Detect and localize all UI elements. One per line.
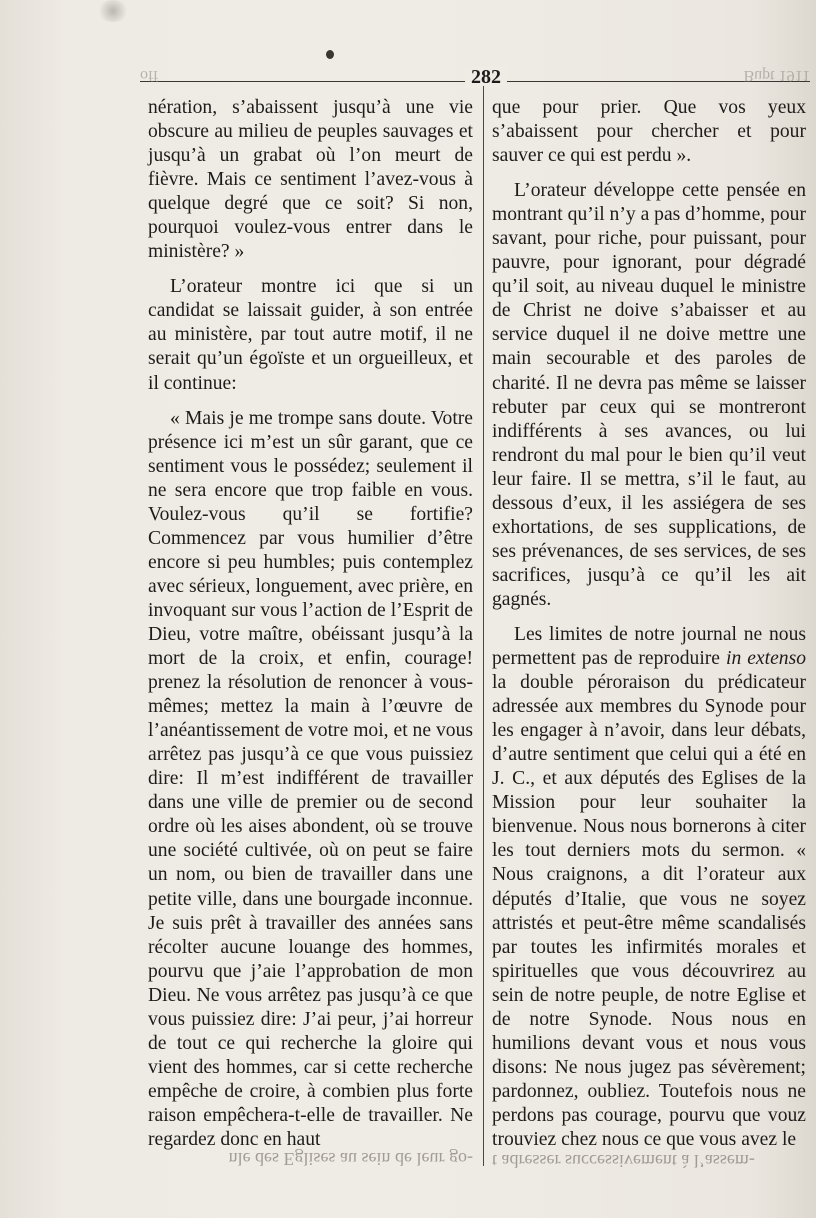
header-bleed-right: Bupt 1911	[743, 67, 810, 84]
italic-phrase: in extenso	[726, 648, 806, 670]
left-paragraph-2: L’orateur montre ici que si un candidat se laissait guider, à son entrée au ministère, par tout autre motif, il ne serait qu’un égoïste et un orgueilleux, et il continue:	[148, 276, 473, 394]
ink-smudge	[96, 0, 130, 22]
ink-dot	[326, 50, 334, 59]
left-column	[148, 96, 473, 1163]
header-bleed-left: off	[140, 67, 159, 84]
left-paragraph-1: nération, s’abaissent jusqu’à une vie obscure au milieu de peuples sauvages et jusqu’à un grabat où l’on meurt de fièvre. Mais ce sentiment l’avez-vous à quelque degré que ce soit? Si non, pourquoi voulez-vous entrer dans le ministère? »	[148, 97, 473, 263]
right-paragraph-3-rest: la double péroraison du prédicateur adressée aux membres du Synode pour les engager à n’avoir, dans leur débats, d’autre sentiment que celui qui a été en J. C., et aux députés des Eglises de la Mission pour leur souhaiter la bienvenue. Nous nous bornerons à citer les tout derniers mots du sermon. « Nous craignons, a dit l’orateur aux députés d’Italie, que vous ne soyez attristés et peut-être même scandalisés par toutes les infirmités morales et spirituelles que vous découvrirez au sein de notre peuple, de notre Eglise et de notre Synode. Nous nous en humilions devant vous et nous vous disons: Ne nous jugez pas sévèrement; pardonnez, oubliez. Toutefois nous ne perdons pas courage, pourvu que vouz trouviez chez nous ce que vous avez le	[492, 672, 806, 1150]
bleed-through-left: nle des Eglises au sein de leur go-	[228, 1149, 473, 1169]
right-column	[492, 96, 806, 1163]
bleed-through-right: t adresser successivement à l’assem-	[492, 1151, 755, 1171]
right-paragraph-1: que pour prier. Que vos yeux s’abaissent pour chercher et pour sauver ce qui est perdu ».	[492, 97, 806, 167]
left-paragraph-3: « Mais je me trompe sans doute. Votre présence ici m’est un sûr garant, que ce sentiment vous le possédez; seulement il ne sera encore que trop faible en vous. Voulez-vous qu’il se fortifie? Commencez par vous humilier d’être encore si peu humbles; puis contemplez avec sérieux, longuement, avec prière, en invoquant sur vous l’action de l’Esprit de Dieu, votre maître, obéissant jusqu’à la mort de la croix, et enfin, courage! prenez la résolution de renoncer à vous-mêmes; mettez la main à l’œuvre de l’anéantissement de votre moi, et ne vous arrêtez pas jusqu’à ce que vous puissiez dire: Il m’est indifférent de travailler dans une ville de premier ou de second ordre où les aises abondent, où se trouve une société cultivée, où on peut se faire un nom, ou bien de travailler dans une petite ville, dans une bourgade inconnue. Je suis prêt à travailler des années sans récolter aucune louange des hommes, pourvu que j’aie l’approbation de mon Dieu. Ne vous arrêtez pas jusqu’à ce que vous puissiez dire: J’ai peur, j’ai horreur de tout ce qui recherche la gloire qui vient des hommes, car si cette recherche empêche de croire, à combien plus forte raison empêchera-t-elle de travailler. Ne regardez donc en haut	[148, 407, 473, 1150]
page-number: 282	[465, 66, 507, 89]
page-header	[140, 66, 810, 90]
right-paragraph-3	[492, 623, 806, 1152]
right-paragraph-2: L’orateur développe cette pensée en montrant qu’il n’y a pas d’homme, pour savant, pour riche, pour puissant, pour pauvre, pour ignorant, pour dégradé qu’il soit, au niveau duquel le ministre de Christ ne doive s’abaisser et au service duquel il ne doive mettre une main secourable et des paroles de charité. Il ne devra pas même se laisser rebuter par ceux qui se montreront indifférents à ses avances, ou lui rendront du mal pour le bien qu’il veut leur faire. Il se mettra, s’il le faut, au dessous d’eux, il les assiégera de ses exhortations, de ses supplications, de ses prévenances, de ses services, de ses sacrifices, jusqu’à ce qu’il les ait gagnés.	[492, 180, 806, 610]
right-paragraph-3-start: Les limites de notre journal ne nous permettent pas de reproduire	[492, 623, 806, 670]
column-divider	[483, 86, 484, 1166]
